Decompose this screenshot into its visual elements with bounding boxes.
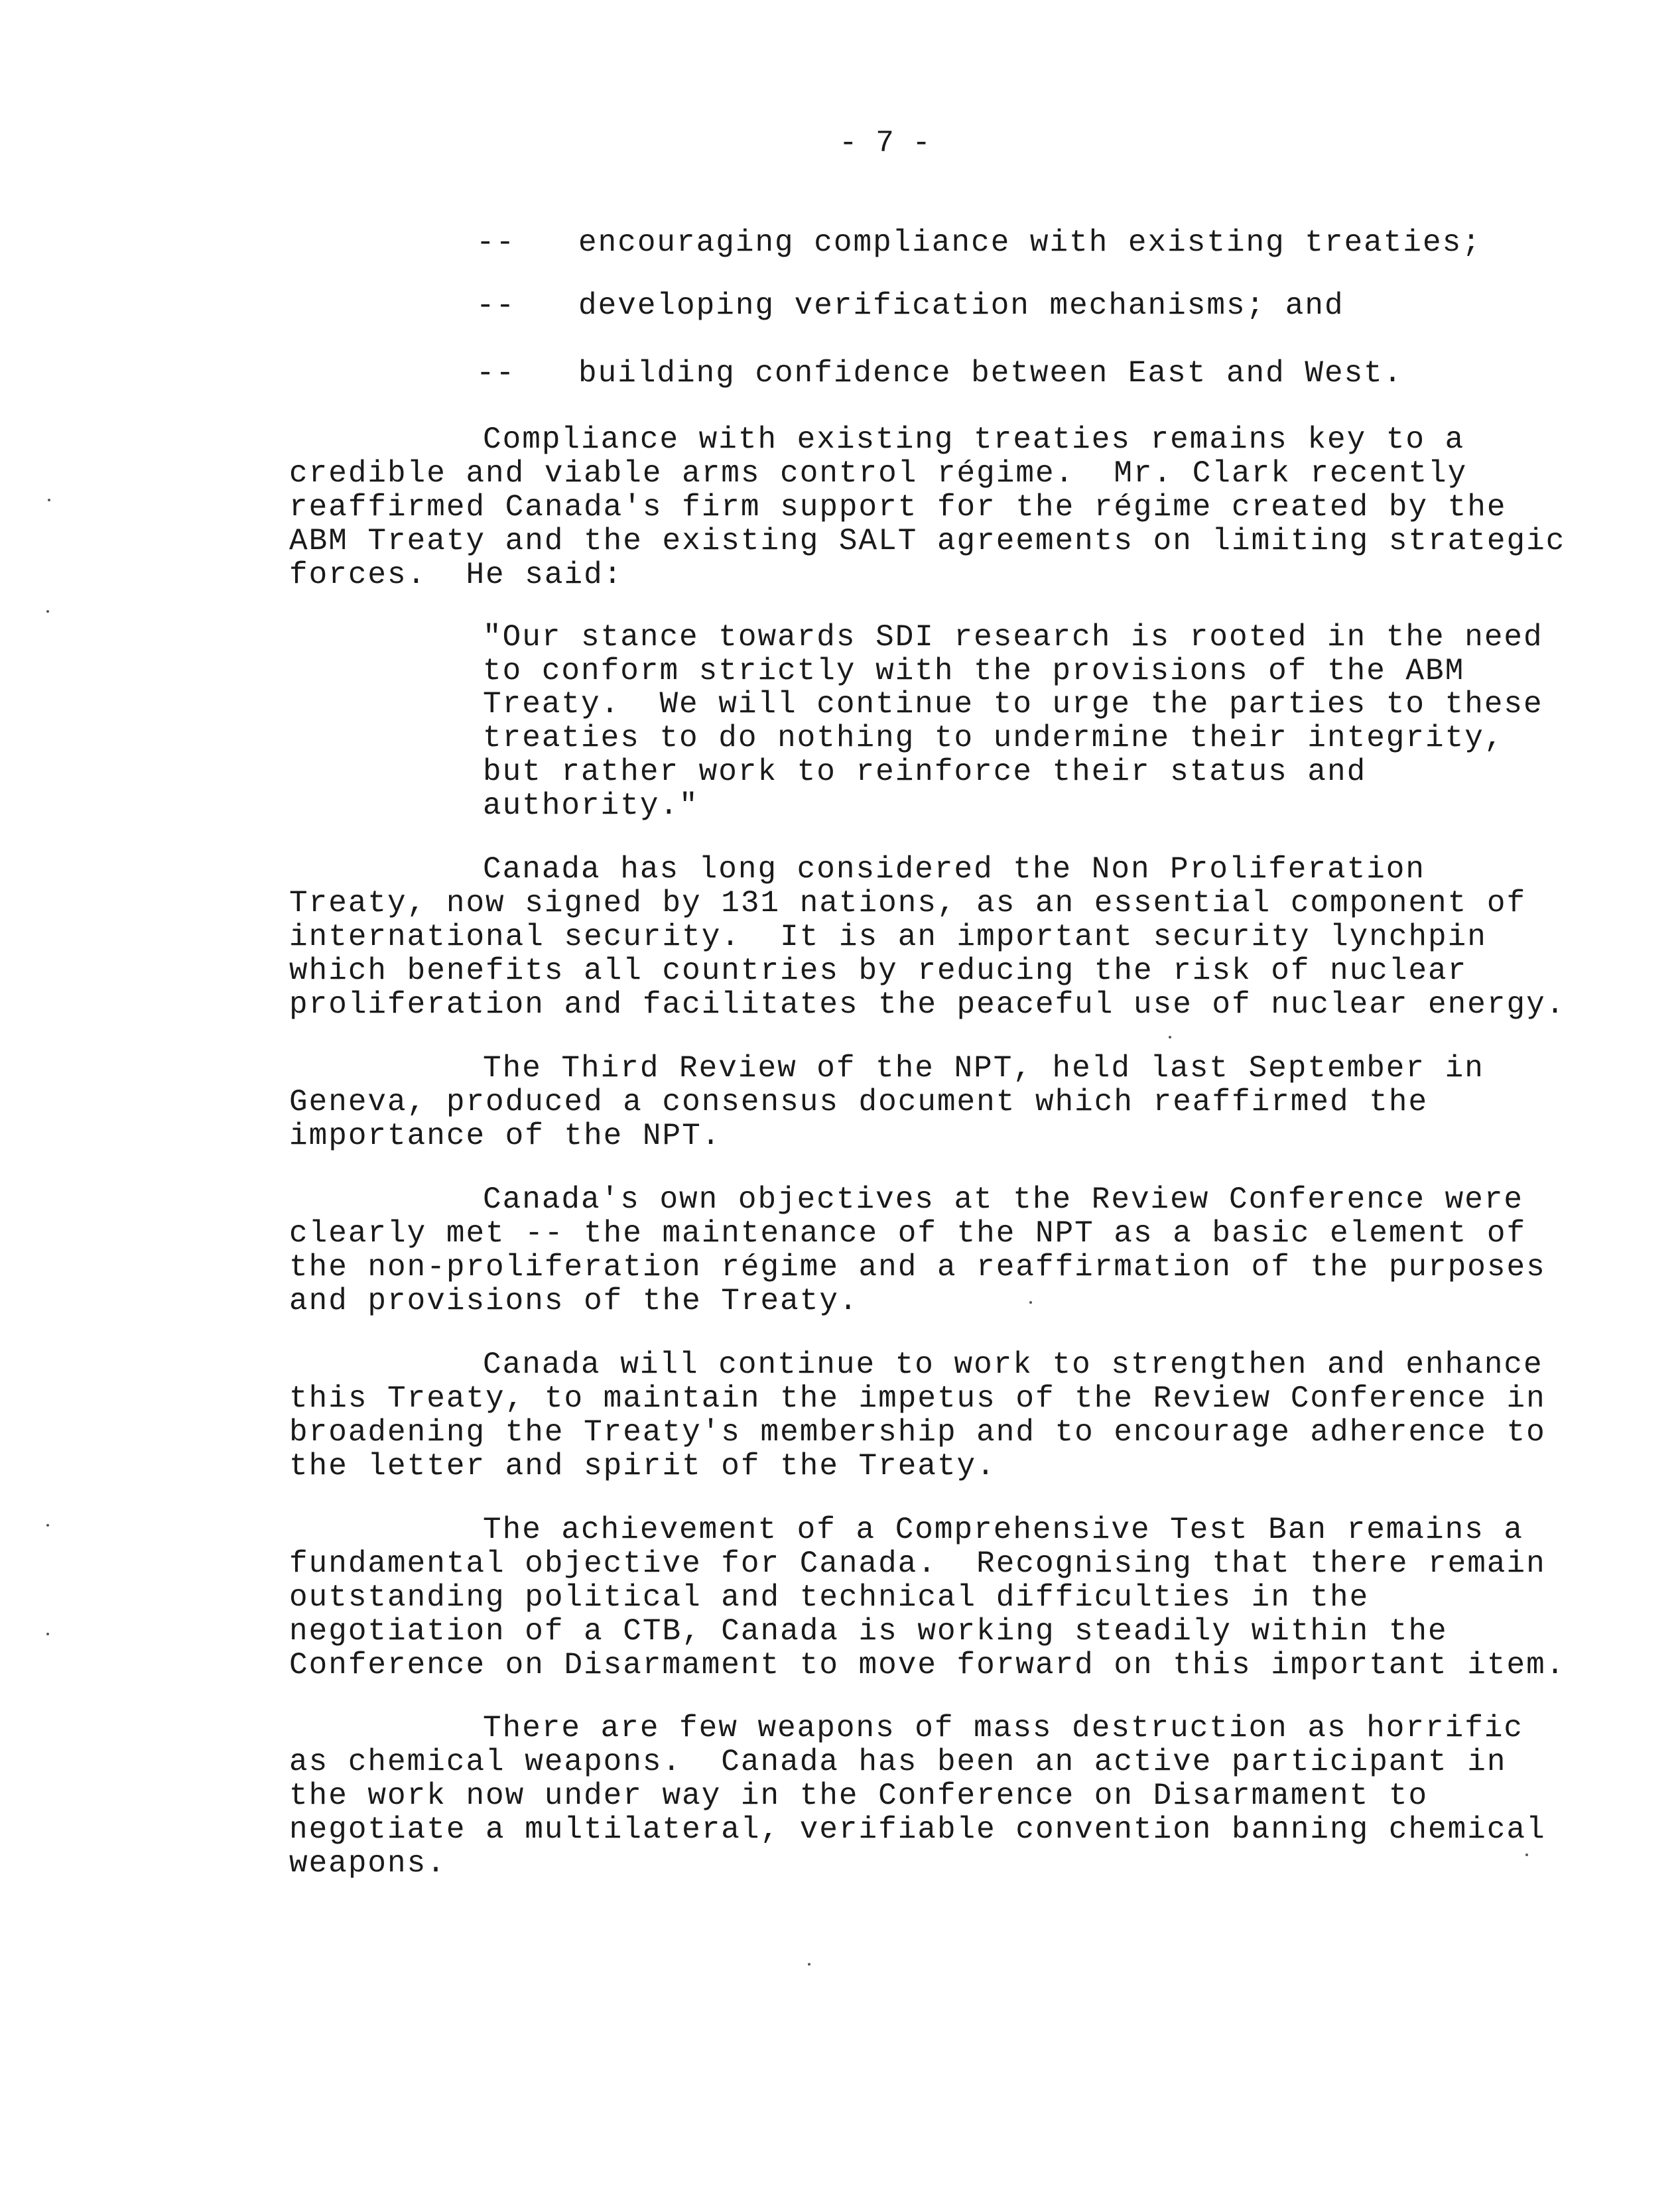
paragraph-line: Canada will continue to work to strengthen and enhance — [483, 1348, 1543, 1382]
paragraph-line: as chemical weapons. Canada has been an active participant in — [289, 1745, 1507, 1779]
paragraph-line: Canada has long considered the Non Proliferation — [483, 852, 1426, 887]
quote-line: "Our stance towards SDI research is rooted in the need — [483, 620, 1543, 655]
quote-line: treaties to do nothing to undermine their integrity, — [483, 721, 1504, 755]
scan-speck — [1029, 1301, 1032, 1304]
paragraph-line: which benefits all countries by reducing the risk of nuclear — [289, 954, 1468, 988]
paragraph-line: ABM Treaty and the existing SALT agreements on limiting strategic — [289, 524, 1566, 558]
paragraph-line: the letter and spirit of the Treaty. — [289, 1449, 996, 1483]
paragraph-line: Compliance with existing treaties remains key to a — [483, 422, 1465, 457]
paragraph-line: negotiation of a CTB, Canada is working steadily within the — [289, 1614, 1448, 1649]
bullet-text: encouraging compliance with existing treaties; — [578, 225, 1482, 260]
bullet-text: developing verification mechanisms; and — [578, 288, 1344, 323]
quote-line: authority." — [483, 788, 699, 823]
paragraph-line: credible and viable arms control régime. Mr. Clark recently — [289, 456, 1468, 491]
bullet-dash: -- — [476, 356, 516, 391]
paragraph-line: The Third Review of the NPT, held last September in — [483, 1051, 1484, 1086]
paragraph-line: and provisions of the Treaty. — [289, 1284, 859, 1318]
paragraph-line: outstanding political and technical difficulties in the — [289, 1580, 1370, 1615]
paragraph-line: broadening the Treaty's membership and to encourage adherence to — [289, 1415, 1546, 1450]
scan-speck — [48, 499, 50, 501]
paragraph-line: reaffirmed Canada's firm support for the régime created by the — [289, 490, 1507, 525]
paragraph-line: Conference on Disarmament to move forward on this important item. — [289, 1648, 1566, 1682]
bullet-dash: -- — [476, 288, 516, 323]
quote-line: Treaty. We will continue to urge the parties to these — [483, 687, 1543, 722]
paragraph-line: Canada's own objectives at the Review Conference were — [483, 1182, 1524, 1217]
paragraph-line: importance of the NPT. — [289, 1119, 722, 1153]
page-number: - 7 - — [839, 126, 931, 160]
quote-line: to conform strictly with the provisions of the ABM — [483, 654, 1465, 688]
bullet-dash: -- — [476, 225, 516, 260]
paragraph-line: Geneva, produced a consensus document which reaffirmed the — [289, 1085, 1429, 1119]
scan-speck — [1525, 1854, 1528, 1856]
scan-speck — [46, 1524, 49, 1527]
paragraph-line: The achievement of a Comprehensive Test Ban remains a — [483, 1513, 1524, 1547]
quote-line: but rather work to reinforce their status and — [483, 755, 1367, 789]
paragraph-line: forces. He said: — [289, 558, 623, 592]
paragraph-line: Treaty, now signed by 131 nations, as an essential component of — [289, 886, 1527, 920]
paragraph-line: the work now under way in the Conference on Disarmament to — [289, 1779, 1429, 1813]
scan-speck — [46, 1633, 49, 1635]
scan-speck — [46, 610, 49, 613]
paragraph-line: clearly met -- the maintenance of the NPT as a basic element of — [289, 1216, 1527, 1251]
scan-speck — [1169, 1036, 1171, 1039]
paragraph-line: weapons. — [289, 1846, 446, 1881]
paragraph-line: the non-proliferation régime and a reaffirmation of the purposes — [289, 1250, 1546, 1285]
paragraph-line: fundamental objective for Canada. Recognising that there remain — [289, 1546, 1546, 1581]
paragraph-line: proliferation and facilitates the peaceful use of nuclear energy. — [289, 987, 1566, 1022]
bullet-text: building confidence between East and West. — [578, 356, 1403, 391]
paragraph-line: international security. It is an important security lynchpin — [289, 920, 1487, 954]
paragraph-line: There are few weapons of mass destruction as horrific — [483, 1711, 1524, 1745]
paragraph-line: negotiate a multilateral, verifiable convention banning chemical — [289, 1812, 1546, 1847]
paragraph-line: this Treaty, to maintain the impetus of the Review Conference in — [289, 1381, 1546, 1416]
scan-speck — [808, 1963, 810, 1966]
